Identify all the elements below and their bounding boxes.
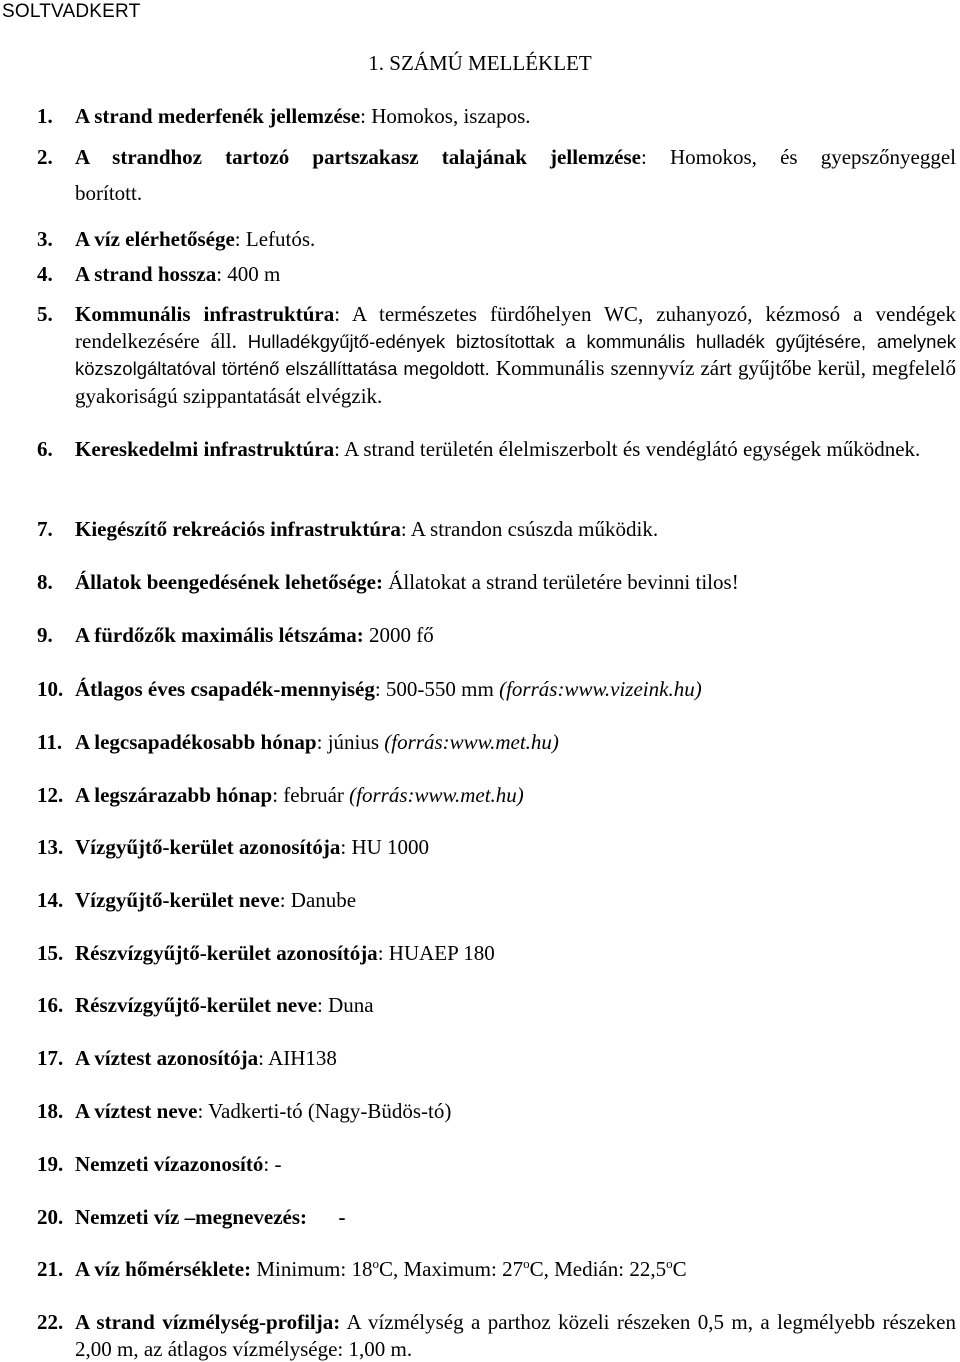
item-label: Kommunális infrastruktúra	[75, 302, 335, 326]
item-separator: :	[263, 1152, 270, 1176]
list-item-17	[37, 1045, 956, 1072]
item-separator: :	[197, 1099, 204, 1123]
item-label: Átlagos éves csapadék-mennyiség	[75, 677, 375, 701]
item-separator: :	[317, 993, 323, 1017]
temp-maximum: C, Maximum: 27	[378, 1257, 524, 1281]
item-number: 13.	[37, 835, 64, 859]
item-number: 11.	[37, 730, 63, 754]
item-number: 9.	[37, 623, 53, 647]
list-item-21	[37, 1256, 956, 1286]
item-source: (forrás:www.met.hu)	[384, 730, 559, 754]
item-number: 16.	[37, 993, 64, 1017]
item-value: Danube	[285, 888, 357, 912]
item-separator: :	[234, 227, 241, 251]
list-item-20	[37, 1204, 956, 1231]
list-item-22	[37, 1309, 956, 1362]
item-label: Részvízgyűjtő-kerület neve	[75, 993, 318, 1017]
list-item-1	[37, 103, 956, 130]
list-item-16	[37, 992, 956, 1019]
item-value: A természetes fürdőhelyen WC, zuhanyozó, kézmosó a vendégek rendelkezésére áll.	[75, 302, 956, 353]
item-number: 8.	[37, 570, 53, 594]
temp-minimum: Minimum: 18	[251, 1257, 373, 1281]
item-value-continuation: borított.	[75, 180, 143, 205]
list-item-19	[37, 1151, 956, 1178]
list-item-2	[37, 144, 956, 206]
item-number: 18.	[37, 1099, 64, 1123]
item-value: 2000 fő	[363, 623, 434, 647]
item-label: A víz hőmérséklete:	[75, 1257, 252, 1281]
degree-mark: o	[372, 1256, 379, 1271]
item-separator: :	[360, 104, 367, 128]
item-label: A strand vízmélység-profilja:	[75, 1310, 341, 1334]
item-value: -	[269, 1152, 282, 1176]
item-value: A strand területén élelmiszerbolt és vendéglátó egységek működnek.	[340, 437, 921, 461]
item-value: A strandon csúszda működik.	[406, 517, 659, 541]
item-value: Duna	[322, 993, 374, 1017]
list-item-6	[37, 436, 956, 463]
item-label: A strand hossza	[75, 262, 217, 286]
list-item-4	[37, 261, 956, 288]
item-label: Nemzeti víz –megnevezés:	[75, 1205, 308, 1229]
item-label: Állatok beengedésének lehetősége:	[75, 570, 383, 594]
item-label: Nemzeti vízazonosító	[75, 1152, 264, 1176]
list-item-7	[37, 516, 956, 543]
item-label: A víztest azonosítója	[75, 1046, 259, 1070]
item-number: 6.	[37, 437, 53, 461]
item-separator: :	[316, 730, 323, 754]
item-number: 19.	[37, 1152, 64, 1176]
item-separator: :	[374, 677, 381, 701]
item-number: 7.	[37, 517, 53, 541]
list-item-18	[37, 1098, 956, 1125]
item-number: 17.	[37, 1046, 64, 1070]
list-item-5	[37, 301, 956, 409]
page-title: 1. SZÁMÚ MELLÉKLET	[368, 51, 592, 75]
temp-median: C, Medián: 22,5	[529, 1257, 667, 1281]
item-value-sewage: Kommunális szennyvíz zárt gyűjtőbe kerül, megfelelő gyakoriságú szippantatását elvégzik.	[75, 356, 956, 408]
item-separator: :	[641, 145, 647, 169]
item-label: Kereskedelmi infrastruktúra	[75, 437, 335, 461]
item-value: HUAEP 180	[383, 941, 495, 965]
item-separator: :	[279, 888, 286, 912]
degree-mark: o	[666, 1256, 673, 1271]
item-label: A víztest neve	[75, 1099, 198, 1123]
item-label: Részvízgyűjtő-kerület azonosítója	[75, 941, 378, 965]
item-value: Vadkerti-tó (Nagy-Büdös-tó)	[203, 1099, 452, 1123]
item-label: A víz elérhetősége	[75, 227, 235, 251]
item-label: Vízgyűjtő-kerület neve	[75, 888, 280, 912]
document-header: SOLTVADKERT	[2, 1, 141, 22]
item-number: 5.	[37, 302, 53, 326]
item-label: Vízgyűjtő-kerület azonosítója	[75, 835, 341, 859]
list-item-8	[37, 569, 956, 596]
item-number: 12.	[37, 783, 64, 807]
list-item-9	[37, 622, 956, 649]
item-number: 20.	[37, 1205, 64, 1229]
list-item-13	[37, 834, 956, 861]
list-item-12	[37, 782, 956, 809]
item-label: A legszárazabb hónap	[75, 783, 273, 807]
item-value: Homokos, és gyepszőnyeggel	[646, 145, 956, 169]
item-number: 15.	[37, 941, 64, 965]
item-separator: :	[258, 1046, 264, 1070]
item-value: Lefutós.	[240, 227, 316, 251]
item-label: A legcsapadékosabb hónap	[75, 730, 317, 754]
item-number: 3.	[37, 227, 53, 251]
item-value: A vízmélység a parthoz közeli részeken 0,5 m, a legmélyebb részeken 2,00 m, az átlagos vízmélysége: 1,00 m.	[75, 1310, 956, 1361]
item-value-waste: Hulladékgyűjtő-edények biztosítottak a kommunális hulladék gyűjtésére, amelynek közszolgáltatóval történő elszállíttatása megoldott.	[75, 330, 956, 379]
item-label: A fürdőzők maximális létszáma:	[75, 623, 364, 647]
list-item-14	[37, 887, 956, 914]
item-value: HU 1000	[346, 835, 430, 859]
item-separator: :	[272, 783, 279, 807]
item-source: (forrás:www.met.hu)	[349, 783, 524, 807]
item-number: 1.	[37, 104, 53, 128]
list-item-11	[37, 729, 956, 756]
item-number: 2.	[37, 145, 53, 169]
item-separator: :	[340, 835, 347, 859]
item-separator: :	[334, 437, 341, 461]
item-value: Homokos, iszapos.	[366, 104, 531, 128]
item-number: 14.	[37, 888, 64, 912]
list-item-3	[37, 226, 956, 253]
item-value: február	[278, 783, 350, 807]
item-number: 10.	[37, 677, 64, 701]
item-separator: :	[400, 517, 407, 541]
item-source: (forrás:www.vizeink.hu)	[499, 677, 702, 701]
item-separator: :	[334, 302, 341, 326]
item-value: -	[307, 1205, 346, 1229]
list-item-15	[37, 940, 956, 967]
item-number: 21.	[37, 1257, 64, 1281]
item-value: AIH138	[263, 1046, 337, 1070]
temp-unit: C	[672, 1257, 687, 1281]
item-number: 22.	[37, 1310, 64, 1334]
item-label: A strand mederfenék jellemzése	[75, 104, 361, 128]
item-value: 500-550 mm	[380, 677, 500, 701]
item-label: Kiegészítő rekreációs infrastruktúra	[75, 517, 401, 541]
item-separator: :	[377, 941, 384, 965]
item-value: Állatokat a strand területére bevinni tilos!	[382, 570, 739, 594]
degree-mark: o	[523, 1256, 530, 1271]
item-value: június	[322, 730, 385, 754]
item-value: 400 m	[222, 262, 281, 286]
list-item-10	[37, 676, 956, 703]
item-number: 4.	[37, 262, 53, 286]
item-label: A strandhoz tartozó partszakasz talajának jellemzése	[75, 145, 641, 169]
item-separator: :	[216, 262, 223, 286]
